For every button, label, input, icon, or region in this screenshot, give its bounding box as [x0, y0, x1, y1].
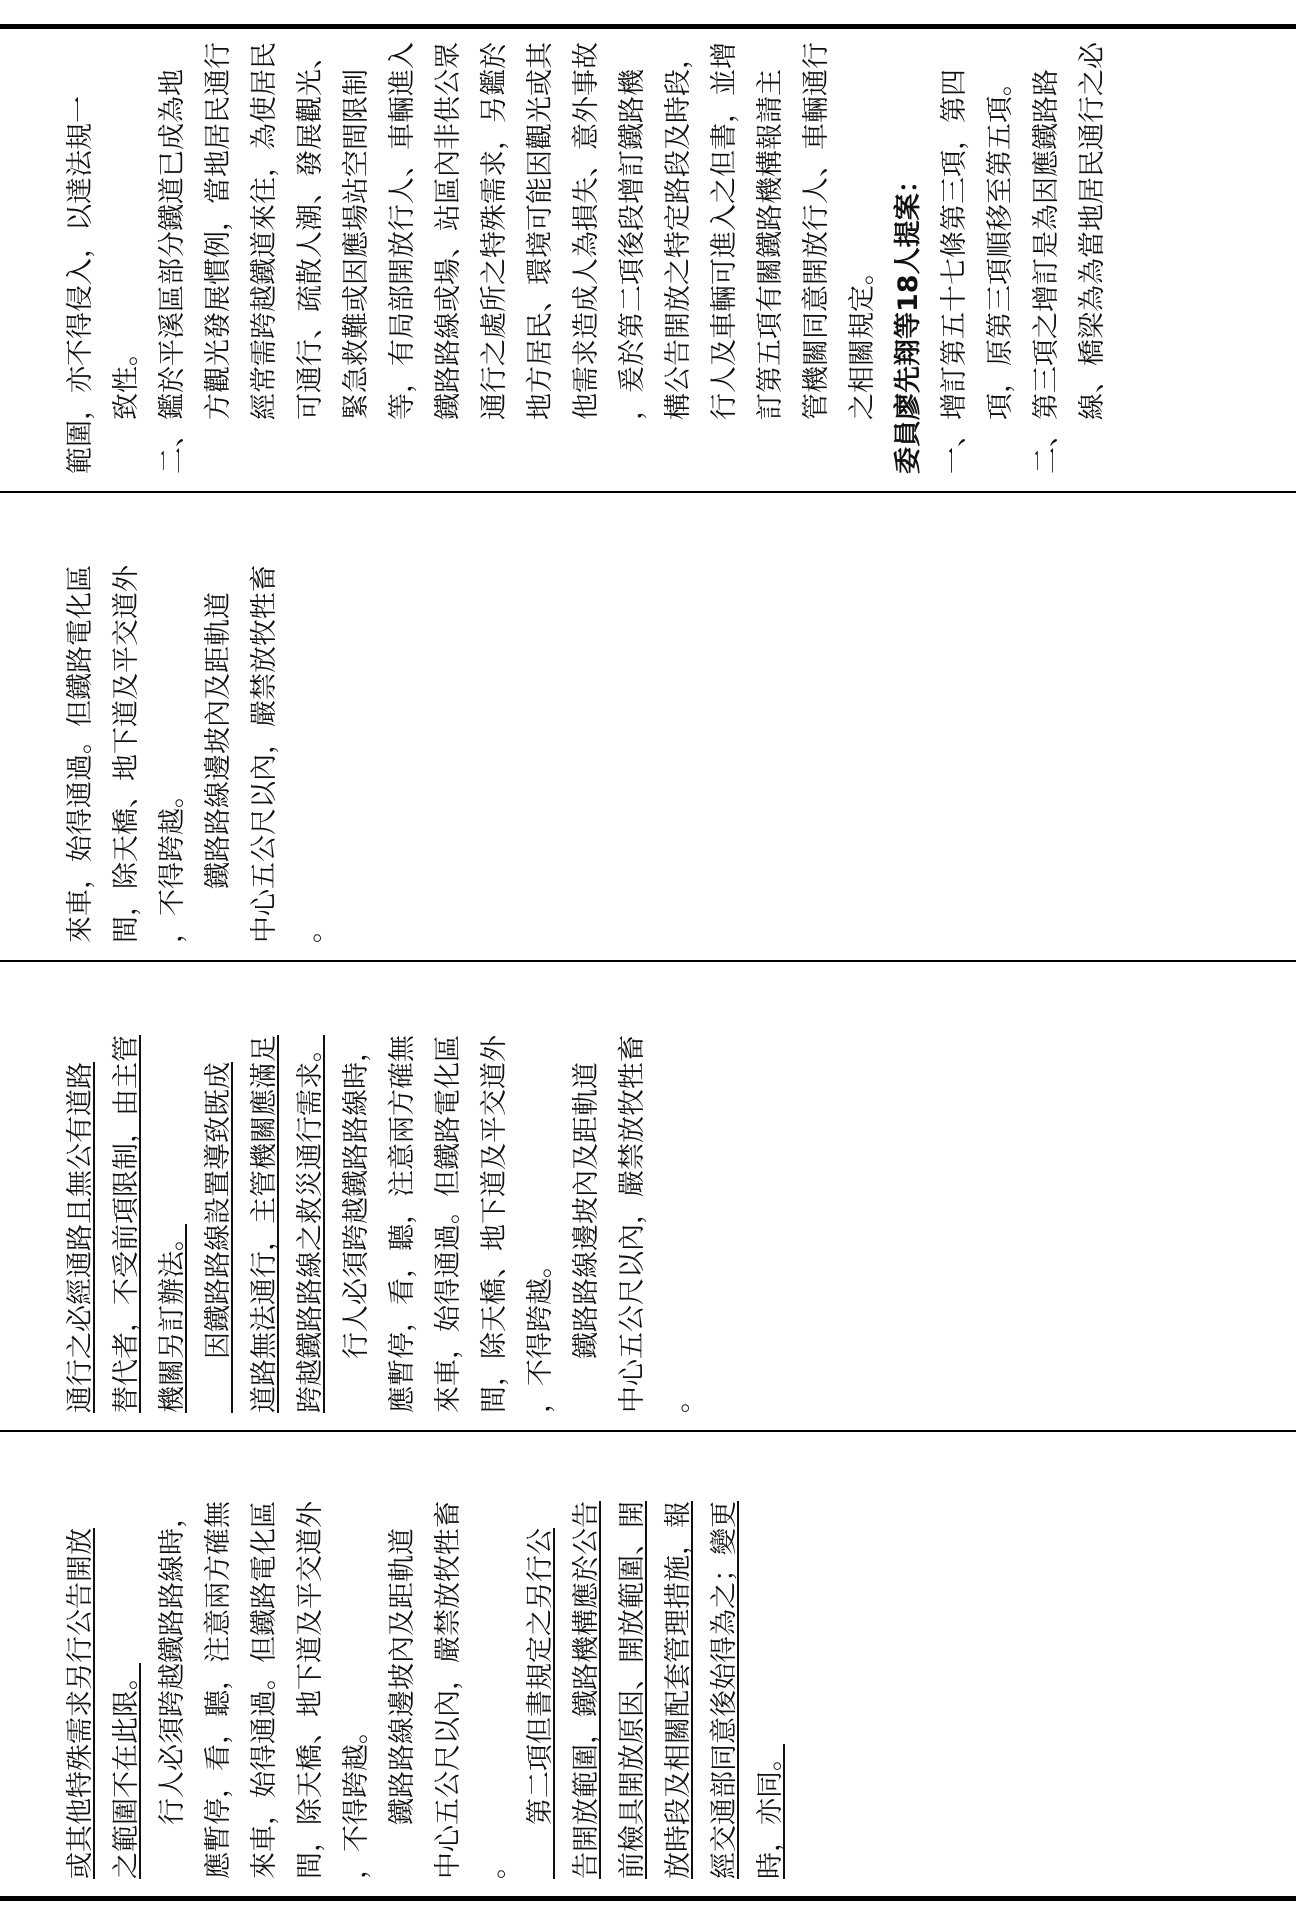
text-line: 鐵路路線或場、站區內非供公眾	[433, 42, 464, 420]
text-line: 致性。	[111, 339, 142, 420]
text-line: 放時段及相關配套管理措施，報	[663, 1501, 694, 1879]
explanation-section	[30, 30, 1266, 488]
text-line: 來車，始得通過。但鐵路電化區	[65, 565, 96, 943]
text-line: 或其他特殊需求另行公告開放	[65, 1528, 96, 1879]
current-law-section	[30, 496, 1266, 957]
text-line: 可通行、疏散人潮、發展觀光、	[295, 42, 326, 420]
text-line: 行人及車輛可進入之但書，並增	[709, 42, 740, 420]
text-line: 行人必須跨越鐵路路線時，	[157, 1501, 188, 1879]
text-line: 經交通部同意後始得為之；變更	[709, 1501, 740, 1879]
text-line: 間，除天橋、地下道及平交道外	[111, 565, 142, 943]
text-line: 。	[663, 1386, 694, 1413]
text-line: 中心五公尺以內，嚴禁放牧牲畜	[433, 1501, 464, 1879]
text-line: 通行之處所之特殊需求，另鑑於	[479, 42, 510, 420]
text-line: 來車，始得通過。但鐵路電化區	[433, 1035, 464, 1413]
text-line: 等，有局部開放行人、車輛進入	[387, 42, 418, 420]
text-line: 之範圍不在此限。	[111, 1663, 142, 1879]
text-line: ，不得跨越。	[341, 1717, 372, 1879]
text-line: 道路無法通行，主管機關應滿足	[249, 1035, 280, 1413]
text-line: 告開放範圍，鐵路機構應於公告	[571, 1501, 602, 1879]
bottom-rule	[0, 1896, 1296, 1901]
text-line: 通行之必經通路且無公有道路	[65, 1062, 96, 1413]
text-line: 鐵路路線邊坡內及距軌道	[571, 1062, 602, 1413]
text-line: 第二項但書規定之另行公	[525, 1528, 556, 1879]
text-line: 替代者，不受前項限制，由主管	[111, 1035, 142, 1413]
text-line: 構公告開放之特定路段及時段，	[663, 42, 694, 420]
section-divider	[0, 960, 1296, 962]
text-line: 時，亦同。	[755, 1744, 786, 1879]
section-divider	[0, 491, 1296, 493]
text-line: ，不得跨越。	[525, 1251, 556, 1413]
text-line: 地方居民、環境可能因觀光或其	[525, 42, 556, 420]
text-line: 機關另訂辦法。	[157, 1224, 188, 1413]
text-line: 他需求造成人為損失、意外事故	[571, 42, 602, 420]
text-line: ，爰於第二項後段增訂鐵路機	[617, 69, 648, 420]
text-line: 緊急救難或因應場站空間限制	[341, 69, 372, 420]
amendment-section	[30, 1435, 1266, 1893]
text-line: 間，除天橋、地下道及平交道外	[479, 1035, 510, 1413]
text-line: 訂第五項有關鐵路機構報請主	[755, 69, 786, 420]
text-line: 經常需跨越鐵道來往，為使居民	[249, 42, 280, 420]
text-line: 行人必須跨越鐵路路線時，	[341, 1035, 372, 1413]
text-line: 方觀光發展慣例，當地居民通行	[203, 42, 234, 420]
text-line: 因鐵路路線設置導致既成	[203, 1062, 234, 1413]
text-line: 範圍，亦不得侵入，以達法規一	[65, 96, 96, 474]
section-divider	[0, 1430, 1296, 1432]
text-line: 中心五公尺以內，嚴禁放牧牲畜	[617, 1035, 648, 1413]
text-line: 線、橋梁為為當地居民通行之必	[1077, 42, 1108, 420]
amendment-section	[30, 965, 1266, 1427]
text-line: 鐵路路線邊坡內及距軌道	[387, 1528, 418, 1879]
text-line: 來車，始得通過。但鐵路電化區	[249, 1501, 280, 1879]
text-line: 。	[295, 916, 326, 943]
text-line: 二、第三項之增訂是為因應鐵路路	[1031, 69, 1062, 474]
text-line: 鐵路路線邊坡內及距軌道	[203, 592, 234, 943]
proposal-heading: 委員廖先翔等18人提案：	[893, 166, 924, 474]
text-line: 項，原第三項順移至第五項。	[985, 69, 1016, 420]
text-line: 跨越鐵路路線之救災通行需求。	[295, 1035, 326, 1413]
top-rule	[0, 24, 1296, 29]
text-line: 間，除天橋、地下道及平交道外	[295, 1501, 326, 1879]
text-line: 管機關同意開放行人、車輛通行	[801, 42, 832, 420]
text-line: 應暫停，看，聽，注意兩方確無	[387, 1035, 418, 1413]
text-line: 一、增訂第五十七條第三項，第四	[939, 69, 970, 474]
text-line: ，不得跨越。	[157, 781, 188, 943]
text-line: 之相關規定。	[847, 258, 878, 420]
text-line: 中心五公尺以內，嚴禁放牧牲畜	[249, 565, 280, 943]
text-line: 應暫停，看，聽，注意兩方確無	[203, 1501, 234, 1879]
text-line: 。	[479, 1852, 510, 1879]
text-line: 前檢具開放原因、開放範圍、開	[617, 1501, 648, 1879]
text-line: 二、鑑於平溪區部分鐵道已成為地	[157, 69, 188, 474]
